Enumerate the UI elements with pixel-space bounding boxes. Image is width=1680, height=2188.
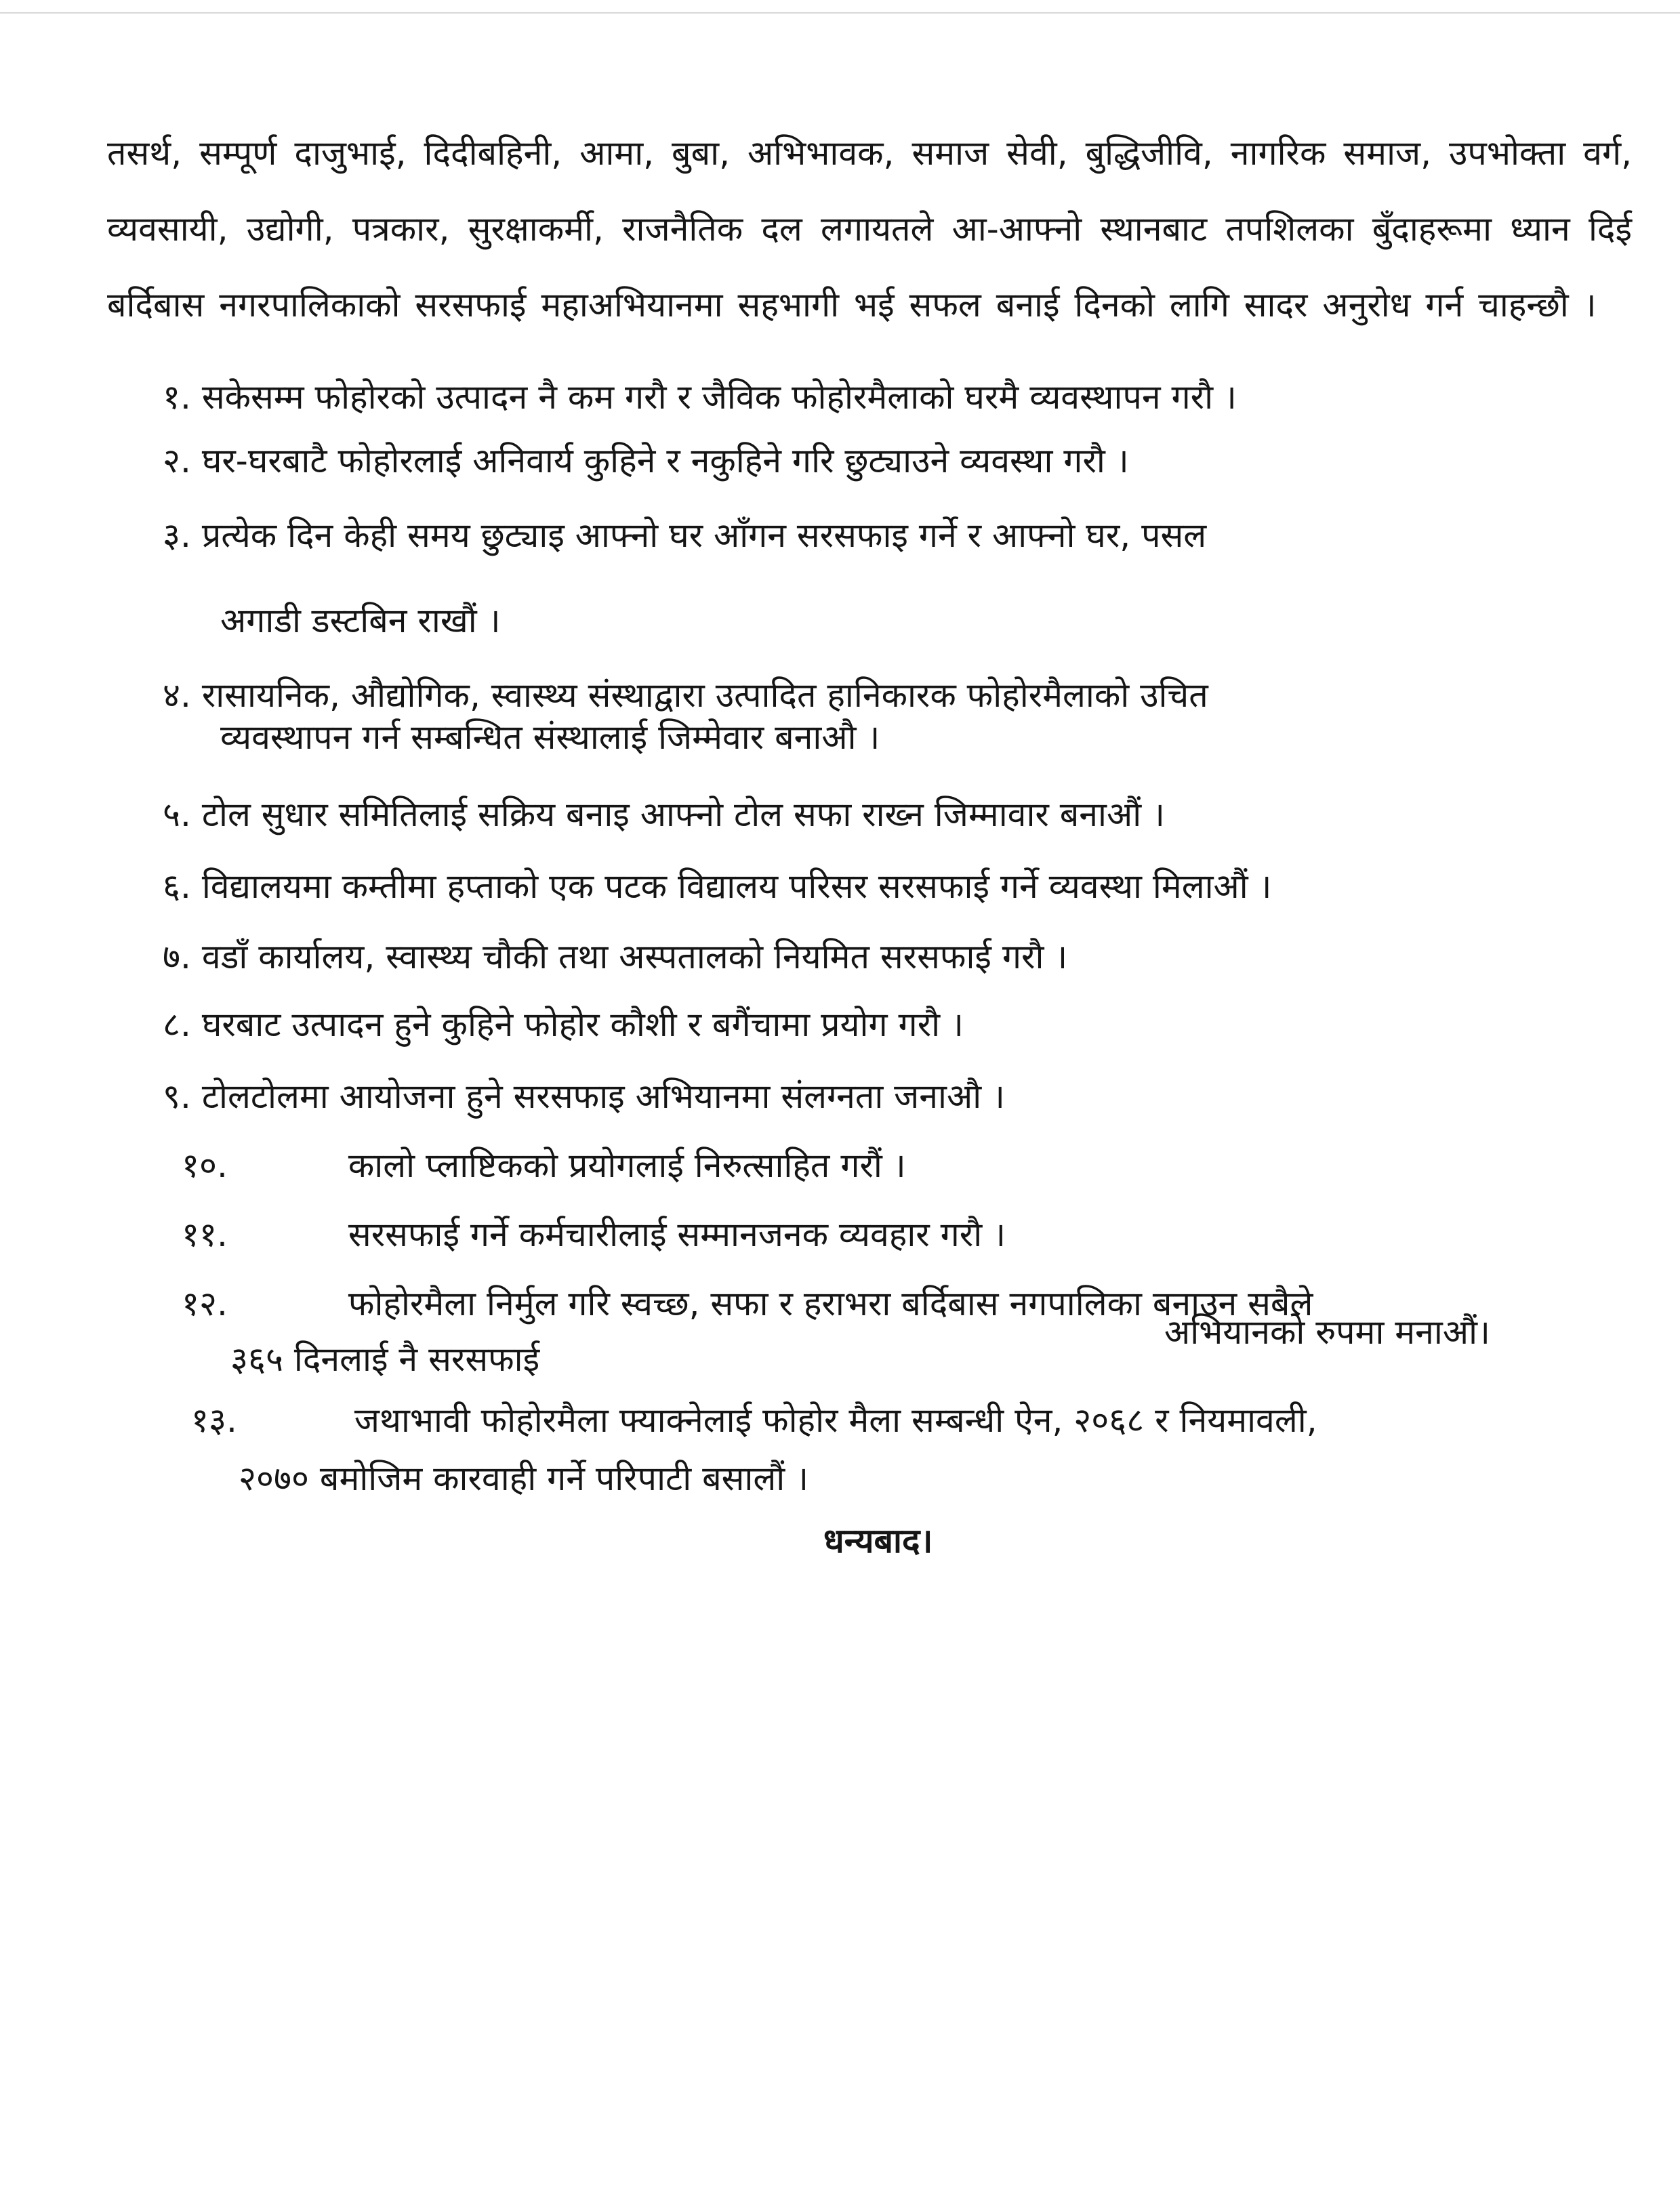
- list-item-2: [163, 426, 1129, 496]
- intro-paragraph: तसर्थ, सम्पूर्ण दाजुभाई, दिदीबहिनी, आमा, बुबा, अभिभावक, समाज सेवी, बुद्धिजीवि, नागरिक समाज, उपभोक्ता वर्ग, व्यवसायी, उद्योगी, पत्रकार, सुरक्षाकर्मी, राजनैतिक दल लगायतले आ-आफ्नो स्थानबाट तपशिलका बुँदाहरूमा ध्यान दिई बर्दिबास नगरपालिकाको सरसफाई महाअभियानमा सहभागी भई सफल बनाई दिनको लागि सादर अनुरोध गर्न चाहन्छौ ।: [107, 133, 1632, 325]
- item-text: कालो प्लाष्टिकको प्रयोगलाई निरुत्साहित गरौं ।: [348, 1146, 906, 1185]
- item-text: सकेसम्म फोहोरको उत्पादन नै कम गरौ र जैविक फोहोरमैलाको घरमै व्यवस्थापन गरौ ।: [201, 377, 1237, 417]
- item-number: ११.: [182, 1215, 228, 1254]
- item-text: घरबाट उत्पादन हुने कुहिने फोहोर कौशी र बगैंचामा प्रयोग गरौ ।: [201, 1005, 964, 1044]
- list-item-3: [163, 500, 1206, 571]
- list-item-13: [191, 1385, 1317, 1456]
- item-number: ४.: [163, 676, 191, 715]
- item-text: रासायनिक, औद्योगिक, स्वास्थ्य संस्थाद्वारा उत्पादित हानिकारक फोहोरमैलाको उचित: [201, 676, 1208, 715]
- list-item-5: [163, 779, 1165, 850]
- list-item-12: [182, 1268, 1313, 1339]
- list-item-8: [163, 989, 964, 1060]
- item-13-continuation: २०७० बमोजिम कारवाही गर्ने परिपाटी बसालौं ।: [239, 1459, 809, 1498]
- item-4-continuation: व्यवस्थापन गर्न सम्बन्धित संस्थालाई जिम्मेवार बनाऔ ।: [220, 718, 880, 757]
- list-item-1: [163, 362, 1237, 432]
- item-number: ९.: [163, 1077, 191, 1116]
- item-text: घर-घरबाटै फोहोरलाई अनिवार्य कुहिने र नकुहिने गरि छुट्याउने व्यवस्था गरौ ।: [201, 441, 1129, 480]
- item-number: ५.: [163, 795, 191, 834]
- closing-thanks: धन्यबाद।: [823, 1521, 933, 1561]
- list-item-7: [163, 922, 1067, 992]
- item-text: टोलटोलमा आयोजना हुने सरसफाइ अभियानमा संलग्नता जनाऔ ।: [201, 1077, 1005, 1116]
- item-number: २.: [163, 441, 191, 480]
- item-number: ६.: [163, 867, 191, 906]
- item-text: टोल सुधार समितिलाई सक्रिय बनाइ आफ्नो टोल सफा राख्न जिम्मावार बनाऔं ।: [201, 795, 1165, 834]
- item-number: १.: [163, 377, 191, 417]
- item-number: ३.: [163, 516, 191, 555]
- item-text: प्रत्येक दिन केही समय छुट्याइ आफ्नो घर आँगन सरसफाइ गर्ने र आफ्नो घर, पसल: [201, 516, 1207, 555]
- item-3-continuation: अगाडी डस्टबिन राखौं ।: [220, 601, 501, 640]
- item-text: जथाभावी फोहोरमैला फ्याक्नेलाई फोहोर मैला सम्बन्धी ऐन, २०६८ र नियमावली,: [354, 1401, 1317, 1440]
- item-number: १३.: [191, 1401, 237, 1440]
- item-number: १०.: [182, 1146, 228, 1185]
- list-item-10: [182, 1130, 906, 1201]
- item-text: विद्यालयमा कम्तीमा हप्ताको एक पटक विद्यालय परिसर सरसफाई गर्ने व्यवस्था मिलाऔं ।: [201, 867, 1272, 906]
- item-text: फोहोरमैला निर्मुल गरि स्वच्छ, सफा र हराभरा बर्दिबास नगपालिका बनाउन सबैले: [348, 1284, 1313, 1323]
- item-number: ७.: [163, 937, 191, 976]
- item-12-continuation-right: अभियानको रुपमा मनाऔं।: [1164, 1313, 1490, 1352]
- list-item-6: [163, 851, 1272, 922]
- item-text: सरसफाई गर्ने कर्मचारीलाई सम्मानजनक व्यवहार गरौ ।: [348, 1215, 1006, 1254]
- list-item-11: [182, 1199, 1006, 1270]
- item-12-continuation: ३६५ दिनलाई नै सरसफाई: [230, 1340, 540, 1379]
- item-number: ८.: [163, 1005, 191, 1044]
- item-number: १२.: [182, 1284, 228, 1323]
- item-text: वडाँ कार्यालय, स्वास्थ्य चौकी तथा अस्पतालको नियमित सरसफाई गरौ ।: [201, 937, 1068, 976]
- list-item-9: [163, 1061, 1005, 1132]
